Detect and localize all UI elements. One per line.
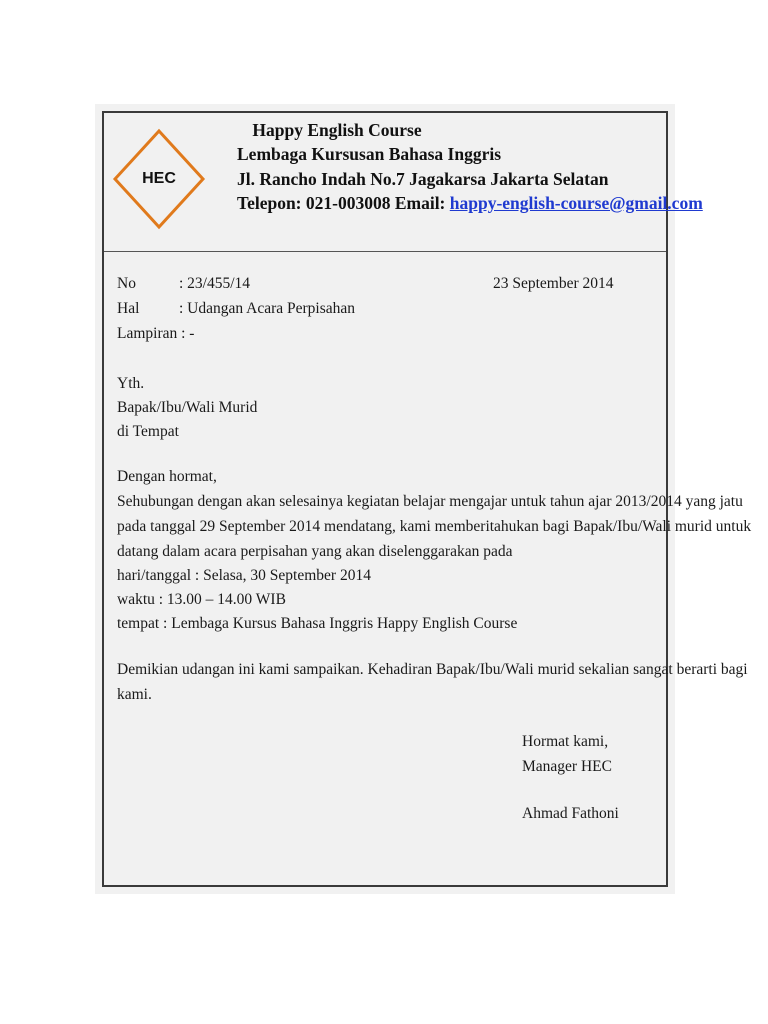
course-contact <box>237 193 703 214</box>
no-value: : 23/455/14 <box>179 275 251 292</box>
hec-logo <box>111 127 207 231</box>
signer-name: Ahmad Fathoni <box>522 805 619 822</box>
recipient-line: Bapak/Ibu/Wali Murid <box>117 399 258 416</box>
letter-subject-row <box>117 300 355 318</box>
letterhead <box>104 113 703 251</box>
course-subtitle: Lembaga Kursusan Bahasa Inggris <box>237 144 502 164</box>
recipient-line: di Tempat <box>117 423 179 440</box>
letter-frame <box>102 111 752 887</box>
course-name: Happy English Course <box>252 120 422 140</box>
letter-date: 23 September 2014 <box>493 275 614 292</box>
header-divider <box>104 251 666 252</box>
greeting: Dengan hormat, <box>117 468 217 485</box>
signoff-line: Hormat kami, <box>522 733 609 750</box>
attachment-line: Lampiran : - <box>117 325 195 342</box>
letter-number-row <box>117 275 250 293</box>
closing-line: Demikian udangan ini kami sampaikan. Kehadiran Bapak/Ibu/Wali murid sekalian sangat berarti bagi <box>117 661 748 678</box>
contact-phone: Telepon: 021-003008 Email: <box>237 193 450 213</box>
logo-text: HEC <box>142 170 176 187</box>
event-time: waktu : 13.00 – 14.00 WIB <box>117 591 286 608</box>
no-label: No <box>117 275 136 292</box>
course-address: Jl. Rancho Indah No.7 Jagakarsa Jakarta Selatan <box>237 169 609 189</box>
paragraph-line: Sehubungan dengan akan selesainya kegiatan belajar mengajar untuk tahun ajar 2013/2014 yang jatu <box>117 493 743 510</box>
closing-line: kami. <box>117 686 152 703</box>
recipient-line: Yth. <box>117 375 145 392</box>
signoff-title: Manager HEC <box>522 758 612 775</box>
letter-page <box>95 104 752 894</box>
event-place: tempat : Lembaga Kursus Bahasa Inggris Happy English Course <box>117 615 518 632</box>
hal-label: Hal <box>117 300 140 317</box>
event-date: hari/tanggal : Selasa, 30 September 2014 <box>117 567 371 584</box>
paragraph-line: datang dalam acara perpisahan yang akan diselenggarakan pada <box>117 543 513 560</box>
paragraph-line: pada tanggal 29 September 2014 mendatang, kami memberitahukan bagi Bapak/Ibu/Wali murid untuk <box>117 518 752 535</box>
hal-value: : Udangan Acara Perpisahan <box>179 300 356 317</box>
email-link[interactable]: happy-english-course@gmail.com <box>449 193 703 213</box>
